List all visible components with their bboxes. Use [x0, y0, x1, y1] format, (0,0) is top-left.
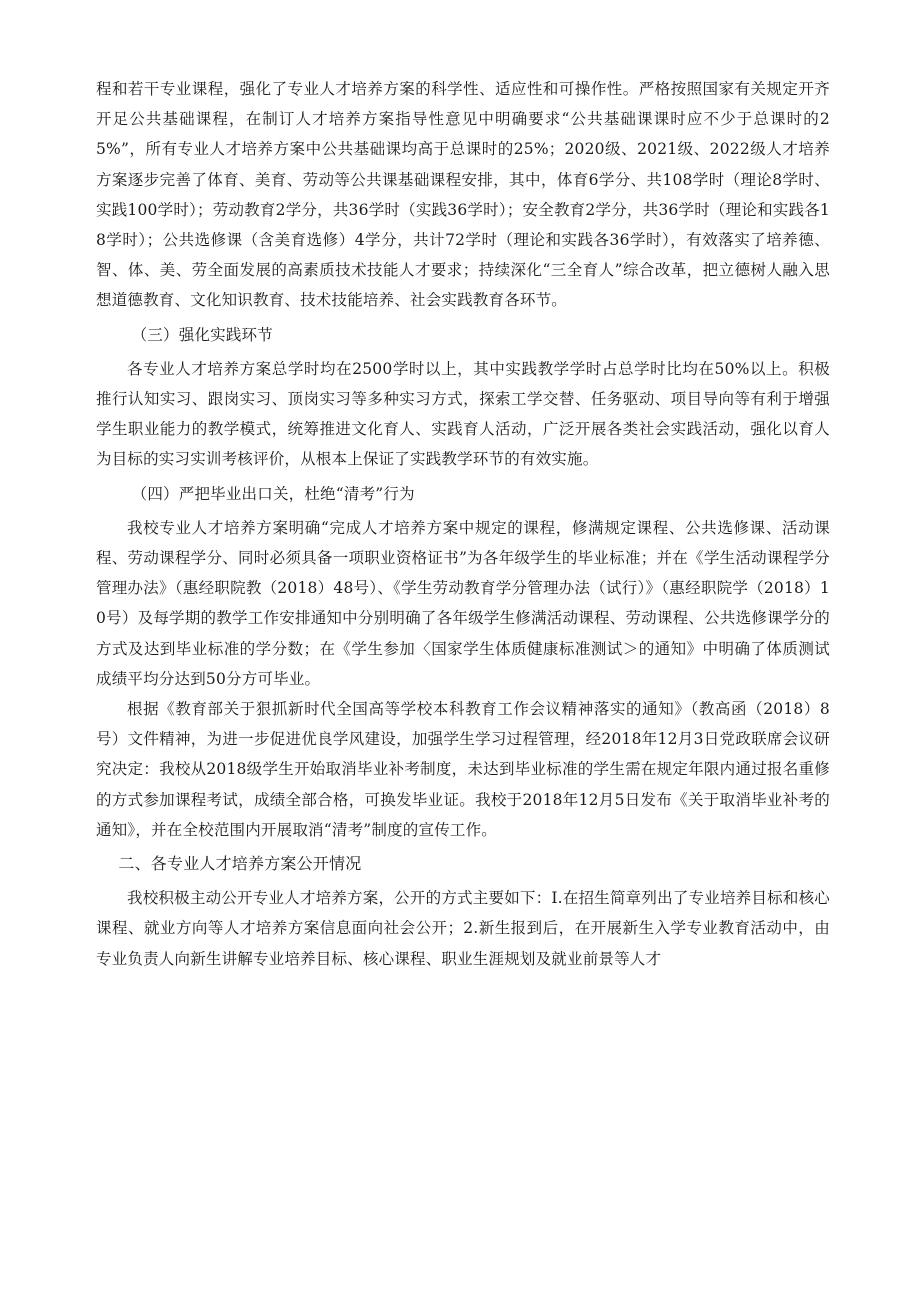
section-heading-disclosure: 二、各专业人才培养方案公开情况 — [118, 854, 362, 874]
paragraph-continuation: 程和若干专业课程，强化了专业人才培养方案的科学性、适应性和可操作性。严格按照国家有关规定开齐开足公共基础课程，在制订人才培养方案指导性意见中明确要求“公共基础课课时应不少于总课时的25%”，所有专业人才培养方案中公共基础课均高于总课时的25%；2020级、2021级、2022级人才培养方案逐步完善了体育、美育、劳动等公共课基础课程安排，其中，体育6学分、共108学时（理论8学时、实践100学时）；劳动教育2学分，共36学时（实践36学时）；安全教育2学分，共36学时（理论和实践各18学时）；公共选修课（含美育选修）4学分，共计72学时（理论和实践各36学时），有效落实了培养德、智、体、美、劳全面发展的高素质技术技能人才要求；持续深化“三全育人”综合改革，把立德树人融入思想道德教育、文化知识教育、技术技能培养、社会实践教育各环节。 — [96, 80, 830, 310]
paragraph-practice: 各专业人才培养方案总学时均在2500学时以上，其中实践教学学时占总学时比均在50%以上。积极推行认知实习、跟岗实习、顶岗实习等多种实习方式，探索工学交替、任务驱动、项目导向等有利于增强学生职业能力的教学模式，统筹推进文化育人、实践育人活动，广泛开展各类社会实践活动，强化以育人为目标的实习实训考核评价，从根本上保证了实践教学环节的有效实施。 — [96, 359, 830, 469]
paragraph-graduation-standard: 我校专业人才培养方案明确“完成人才培养方案中规定的课程，修满规定课程、公共选修课、活动课程、劳动课程学分、同时必须具备一项职业资格证书”为各年级学生的毕业标准；并在《学生活动课程学分管理办法》（惠经职院教（2018）48号）、《学生劳动教育学分管理办法（试行）》（惠经职院学（2018）10号）及每学期的教学工作安排通知中分别明确了各年级学生修满活动课程、劳动课程、公共选修课学分的方式及达到毕业标准的学分数；在《学生参加〈国家学生体质健康标准测试＞的通知》中明确了体质测试成绩平均分达到50分方可毕业。 — [96, 518, 830, 688]
paragraph-disclosure: 我校积极主动公开专业人才培养方案，公开的方式主要如下：I.在招生简章列出了专业培养目标和核心课程、就业方向等人才培养方案信息面向社会公开；2.新生报到后，在开展新生入学专业教育活动中，由专业负责人向新生讲解专业培养目标、核心课程、职业生涯规划及就业前景等人才 — [96, 889, 830, 968]
paragraph-cancel-makeup-exam: 根据《教育部关于狠抓新时代全国高等学校本科教育工作会议精神落实的通知》（教高函（2018）8号）文件精神，为进一步促进优良学风建设，加强学生学习过程管理，经2018年12月3日党政联席会议研究决定：我校从2018级学生开始取消毕业补考制度，未达到毕业标准的学生需在规定年限内通过报名重修的方式参加课程考试，成绩全部合格，可换发毕业证。我校于2018年12月5日发布《关于取消毕业补考的通知》，并在全校范围内开展取消“清考”制度的宣传工作。 — [96, 700, 830, 839]
section-heading-graduation: （四）严把毕业出口关，杜绝“清考”行为 — [131, 484, 415, 503]
section-heading-practice: （三）强化实践环节 — [131, 325, 273, 344]
